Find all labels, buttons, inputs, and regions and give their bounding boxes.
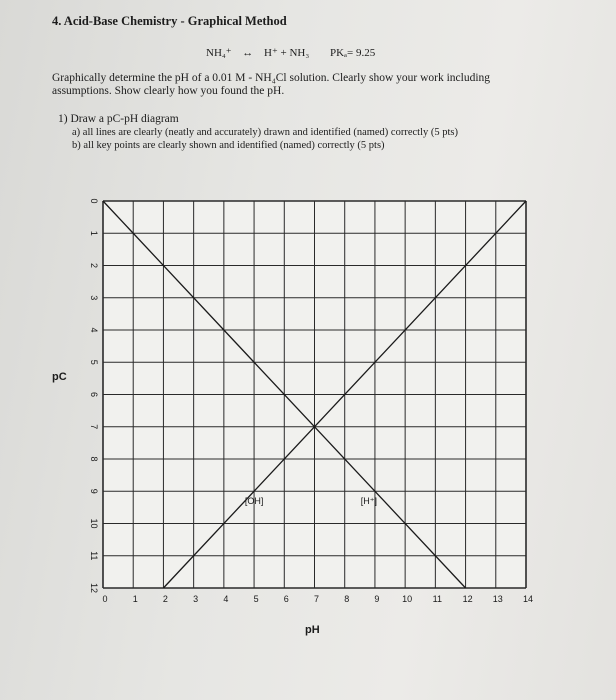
y-tick-label: 8 [89,456,99,462]
y-axis-label: pC [52,371,67,383]
x-tick-label: 5 [253,594,259,604]
y-tick-label: 12 [89,582,99,594]
y-tick-label: 2 [89,262,99,269]
y-tick-label: 11 [89,551,99,561]
y-tick-label: 10 [89,518,99,529]
x-tick-label: 7 [313,594,320,604]
y-tick-label: 3 [89,295,99,301]
y-tick-label: 6 [89,391,99,398]
x-tick-label: 14 [522,594,534,604]
y-tick-label: 4 [89,327,99,333]
x-tick-label: 6 [283,594,289,604]
series-annotation: [H⁺] [360,496,378,507]
page-title: 4. Acid-Base Chemistry - Graphical Method [52,14,287,28]
y-tick-label: 7 [89,424,99,430]
x-tick-label: 8 [344,594,350,604]
x-tick-label: 10 [402,594,413,604]
x-tick-label: 11 [432,594,443,604]
x-tick-label: 9 [374,594,380,604]
x-tick-label: 2 [162,594,168,604]
reaction-products: H⁺ + NH₃ [264,47,310,59]
y-tick-label: 0 [89,198,99,204]
question-1: 1) Draw a pC-pH diagram [58,113,179,125]
reaction-reactant: NH₄⁺ [206,47,232,59]
reaction-pka: PKₐ= 9.25 [329,47,376,59]
x-tick-label: 13 [492,594,503,604]
x-axis-label: pH [305,624,320,636]
question-1b: b) all key points are clearly shown and identified (named) correctly (5 pts) [72,140,385,151]
x-tick-label: 1 [132,594,138,604]
question-1a: a) all lines are clearly (neatly and accurately) drawn and identified (named) correctly (5 pts) [72,127,458,138]
series-annotation: [OH] [244,496,264,507]
reaction-arrow: ↔ [242,47,254,59]
x-tick-label: 4 [223,594,229,604]
y-tick-label: 9 [89,488,99,494]
x-tick-label: 3 [193,594,199,604]
x-tick-label: 0 [102,594,108,604]
y-tick-label: 1 [89,230,99,236]
x-tick-label: 12 [462,594,473,604]
y-tick-label: 5 [89,359,99,365]
problem-line-1: Graphically determine the pH of a 0.01 M - NH₄Cl solution. Clearly show your work including [52,72,491,84]
problem-line-2: assumptions. Show clearly how you found the pH. [52,85,285,97]
